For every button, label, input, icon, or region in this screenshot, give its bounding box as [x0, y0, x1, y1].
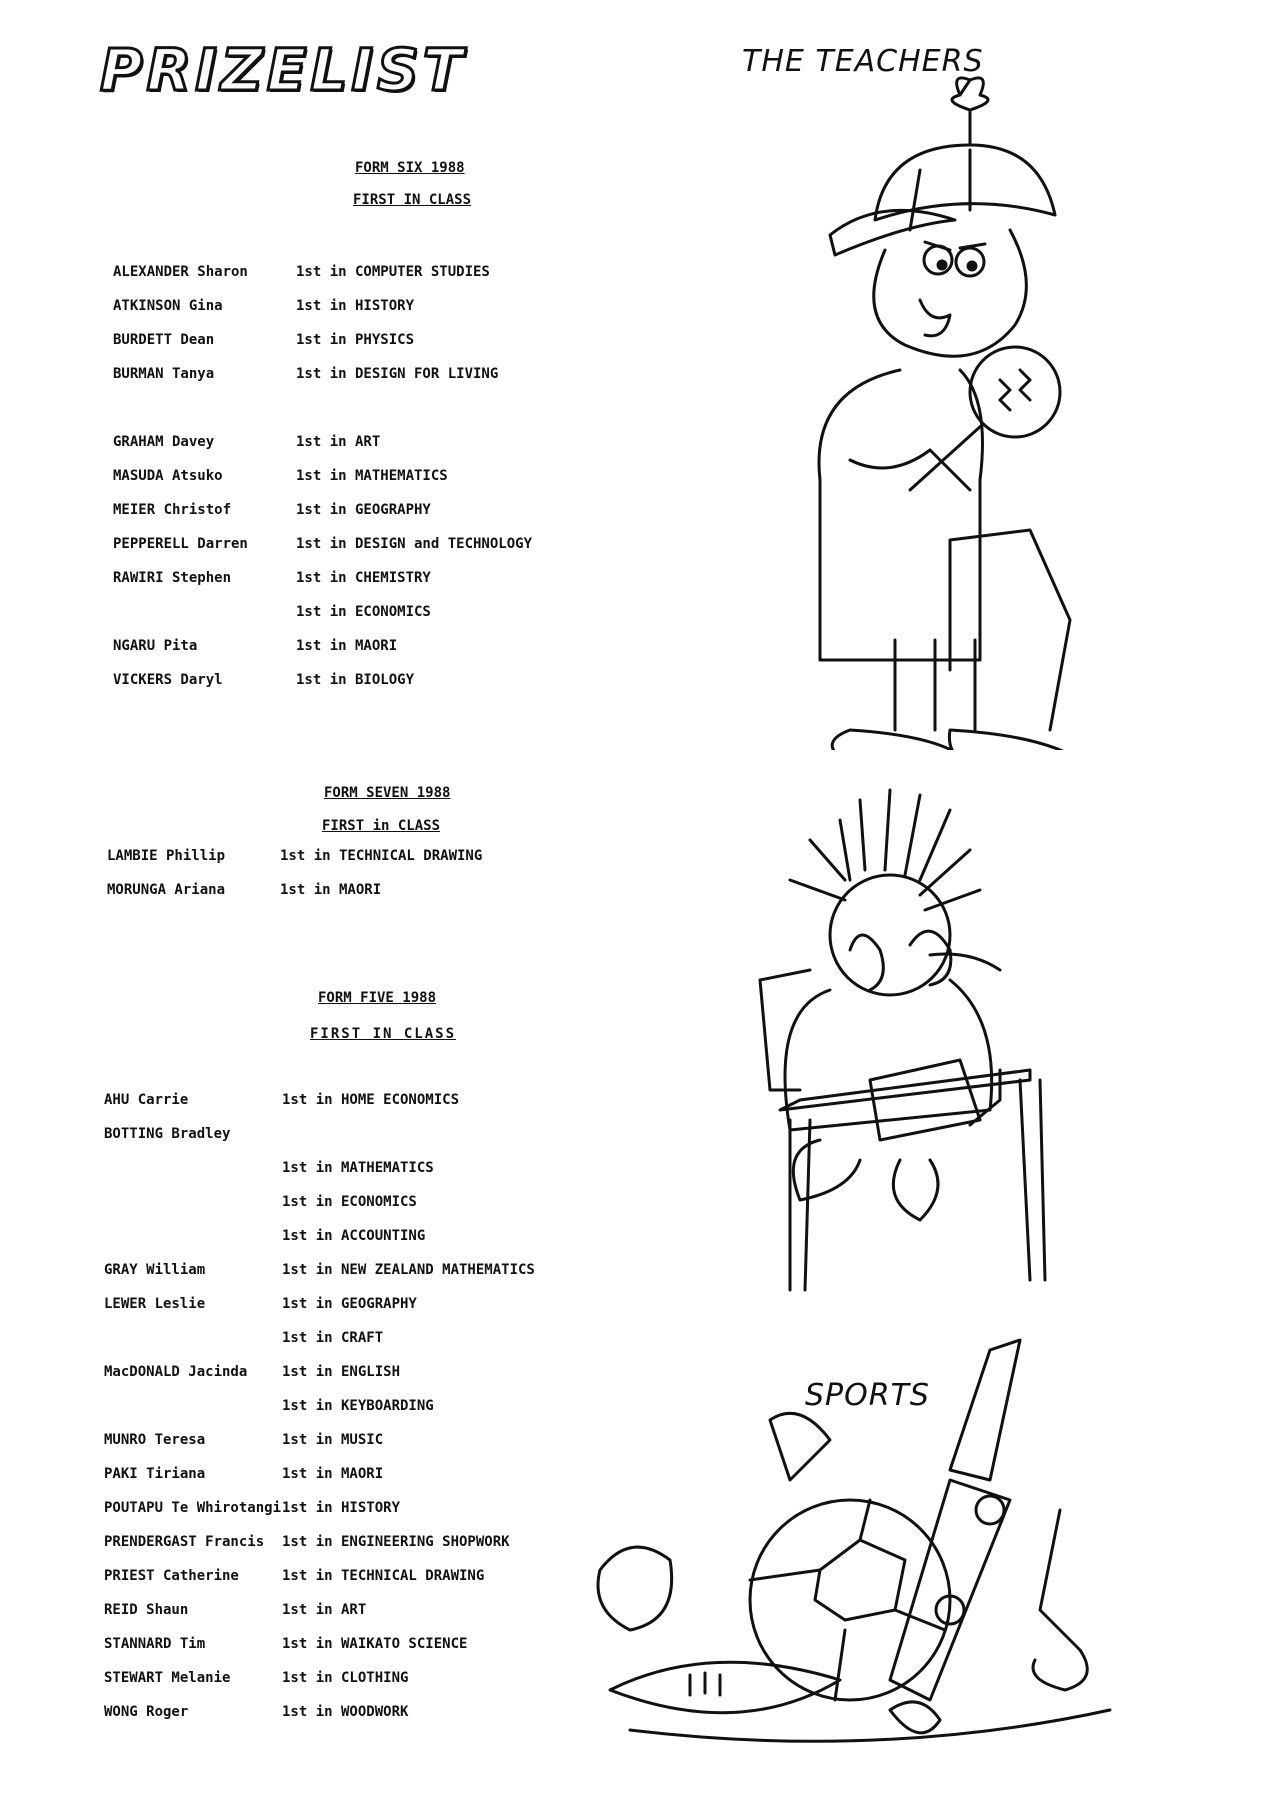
prize-row	[104, 1296, 564, 1314]
prize-row	[104, 1228, 564, 1246]
teacher-cartoon-illustration	[720, 70, 1100, 750]
prize-subject: 1st in MATHEMATICS	[282, 1160, 434, 1176]
prize-row	[104, 1602, 564, 1620]
student-name: ATKINSON Gina	[113, 298, 223, 314]
student-name: PRENDERGAST Francis	[104, 1534, 265, 1550]
prize-row	[113, 672, 573, 690]
prize-subject: 1st in ENGLISH	[282, 1364, 401, 1380]
student-name: GRAY William	[104, 1262, 206, 1278]
student-name: NGARU Pita	[113, 638, 198, 654]
student-name: BURMAN Tanya	[113, 366, 215, 382]
prize-subject: 1st in PHYSICS	[296, 332, 415, 348]
student-name: BOTTING Bradley	[104, 1126, 231, 1142]
sports-caption: SPORTS	[805, 1378, 930, 1413]
student-name: PAKI Tiriana	[104, 1466, 206, 1482]
student-name: POUTAPU Te Whirotangi	[104, 1500, 282, 1516]
prize-subject: 1st in MUSIC	[282, 1432, 384, 1448]
prize-row	[113, 638, 573, 656]
prize-row	[113, 570, 573, 588]
prize-row	[104, 1466, 564, 1484]
prize-row	[104, 1364, 564, 1382]
student-name: MORUNGA Ariana	[107, 882, 226, 898]
prize-subject: 1st in HISTORY	[282, 1500, 401, 1516]
prize-subject: 1st in TECHNICAL DRAWING	[282, 1568, 485, 1584]
prize-subject: 1st in TECHNICAL DRAWING	[280, 848, 483, 864]
prize-row	[113, 468, 573, 486]
prize-row	[104, 1670, 564, 1688]
prize-subject: 1st in ART	[296, 434, 381, 450]
prize-row	[104, 1330, 564, 1348]
prize-subject: 1st in GEOGRAPHY	[282, 1296, 417, 1312]
prize-subject: 1st in MAORI	[282, 1466, 384, 1482]
prize-subject: 1st in ENGINEERING SHOPWORK	[282, 1534, 510, 1550]
form-seven-subheading: FIRST in CLASS	[322, 818, 441, 834]
prize-subject: 1st in HISTORY	[296, 298, 415, 314]
prize-subject: 1st in WOODWORK	[282, 1704, 409, 1720]
form-six-heading: FORM SIX 1988	[355, 160, 465, 176]
prize-row	[104, 1636, 564, 1654]
prize-subject: 1st in WAIKATO SCIENCE	[282, 1636, 468, 1652]
student-name: RAWIRI Stephen	[113, 570, 232, 586]
prize-subject: 1st in ECONOMICS	[296, 604, 431, 620]
student-name: LAMBIE Phillip	[107, 848, 226, 864]
prize-subject: 1st in NEW ZEALAND MATHEMATICS	[282, 1262, 535, 1278]
prize-subject: 1st in MATHEMATICS	[296, 468, 448, 484]
prize-row	[104, 1194, 564, 1212]
prize-subject: 1st in GEOGRAPHY	[296, 502, 431, 518]
student-name: AHU Carrie	[104, 1092, 189, 1108]
prize-row	[113, 536, 573, 554]
student-name: VICKERS Daryl	[113, 672, 223, 688]
prize-subject: 1st in ACCOUNTING	[282, 1228, 426, 1244]
prize-row	[107, 848, 567, 866]
prize-row	[104, 1092, 564, 1110]
prize-subject: 1st in MAORI	[296, 638, 398, 654]
prize-subject: 1st in DESIGN FOR LIVING	[296, 366, 499, 382]
prize-row	[104, 1398, 564, 1416]
prize-row	[104, 1432, 564, 1450]
student-name: STEWART Melanie	[104, 1670, 231, 1686]
teachers-caption: THE TEACHERS	[742, 44, 984, 79]
student-name: PEPPERELL Darren	[113, 536, 248, 552]
prize-row	[104, 1568, 564, 1586]
student-name: PRIEST Catherine	[104, 1568, 239, 1584]
prize-row	[104, 1500, 564, 1518]
student-name: WONG Roger	[104, 1704, 189, 1720]
page-title: PRIZELIST	[100, 36, 467, 104]
prize-subject: 1st in MAORI	[280, 882, 382, 898]
student-name: MASUDA Atsuko	[113, 468, 223, 484]
prize-subject: 1st in HOME ECONOMICS	[282, 1092, 460, 1108]
student-name: BURDETT Dean	[113, 332, 215, 348]
form-five-heading: FORM FIVE 1988	[318, 990, 437, 1006]
student-name: MacDONALD Jacinda	[104, 1364, 248, 1380]
prize-subject: 1st in DESIGN and TECHNOLOGY	[296, 536, 533, 552]
prize-row	[113, 502, 573, 520]
form-six-subheading: FIRST IN CLASS	[353, 192, 472, 208]
prize-subject: 1st in ECONOMICS	[282, 1194, 417, 1210]
prize-subject: 1st in CLOTHING	[282, 1670, 409, 1686]
student-name: STANNARD Tim	[104, 1636, 206, 1652]
student-name: LEWER Leslie	[104, 1296, 206, 1312]
prize-subject: 1st in ART	[282, 1602, 367, 1618]
prize-row	[104, 1160, 564, 1178]
student-name: ALEXANDER Sharon	[113, 264, 248, 280]
student-name: REID Shaun	[104, 1602, 189, 1618]
prize-subject: 1st in KEYBOARDING	[282, 1398, 434, 1414]
prize-subject: 1st in BIOLOGY	[296, 672, 415, 688]
prize-subject: 1st in COMPUTER STUDIES	[296, 264, 490, 280]
prize-row	[113, 298, 573, 316]
sports-cartoon-illustration	[590, 1330, 1190, 1770]
prize-row	[113, 332, 573, 350]
student-name: MEIER Christof	[113, 502, 232, 518]
prize-subject: 1st in CRAFT	[282, 1330, 384, 1346]
prize-row	[104, 1534, 564, 1552]
form-seven-heading: FORM SEVEN 1988	[324, 785, 451, 801]
student-desk-cartoon-illustration	[720, 780, 1100, 1300]
prize-subject: 1st in CHEMISTRY	[296, 570, 431, 586]
prize-row	[107, 882, 567, 900]
prize-row	[104, 1126, 564, 1144]
prize-row	[113, 604, 573, 622]
prize-row	[113, 366, 573, 384]
student-name: MUNRO Teresa	[104, 1432, 206, 1448]
prize-row	[104, 1704, 564, 1722]
student-name: GRAHAM Davey	[113, 434, 215, 450]
prize-row	[113, 264, 573, 282]
prize-row	[113, 434, 573, 452]
form-five-subheading: FIRST IN CLASS	[310, 1026, 457, 1042]
prize-row	[104, 1262, 564, 1280]
